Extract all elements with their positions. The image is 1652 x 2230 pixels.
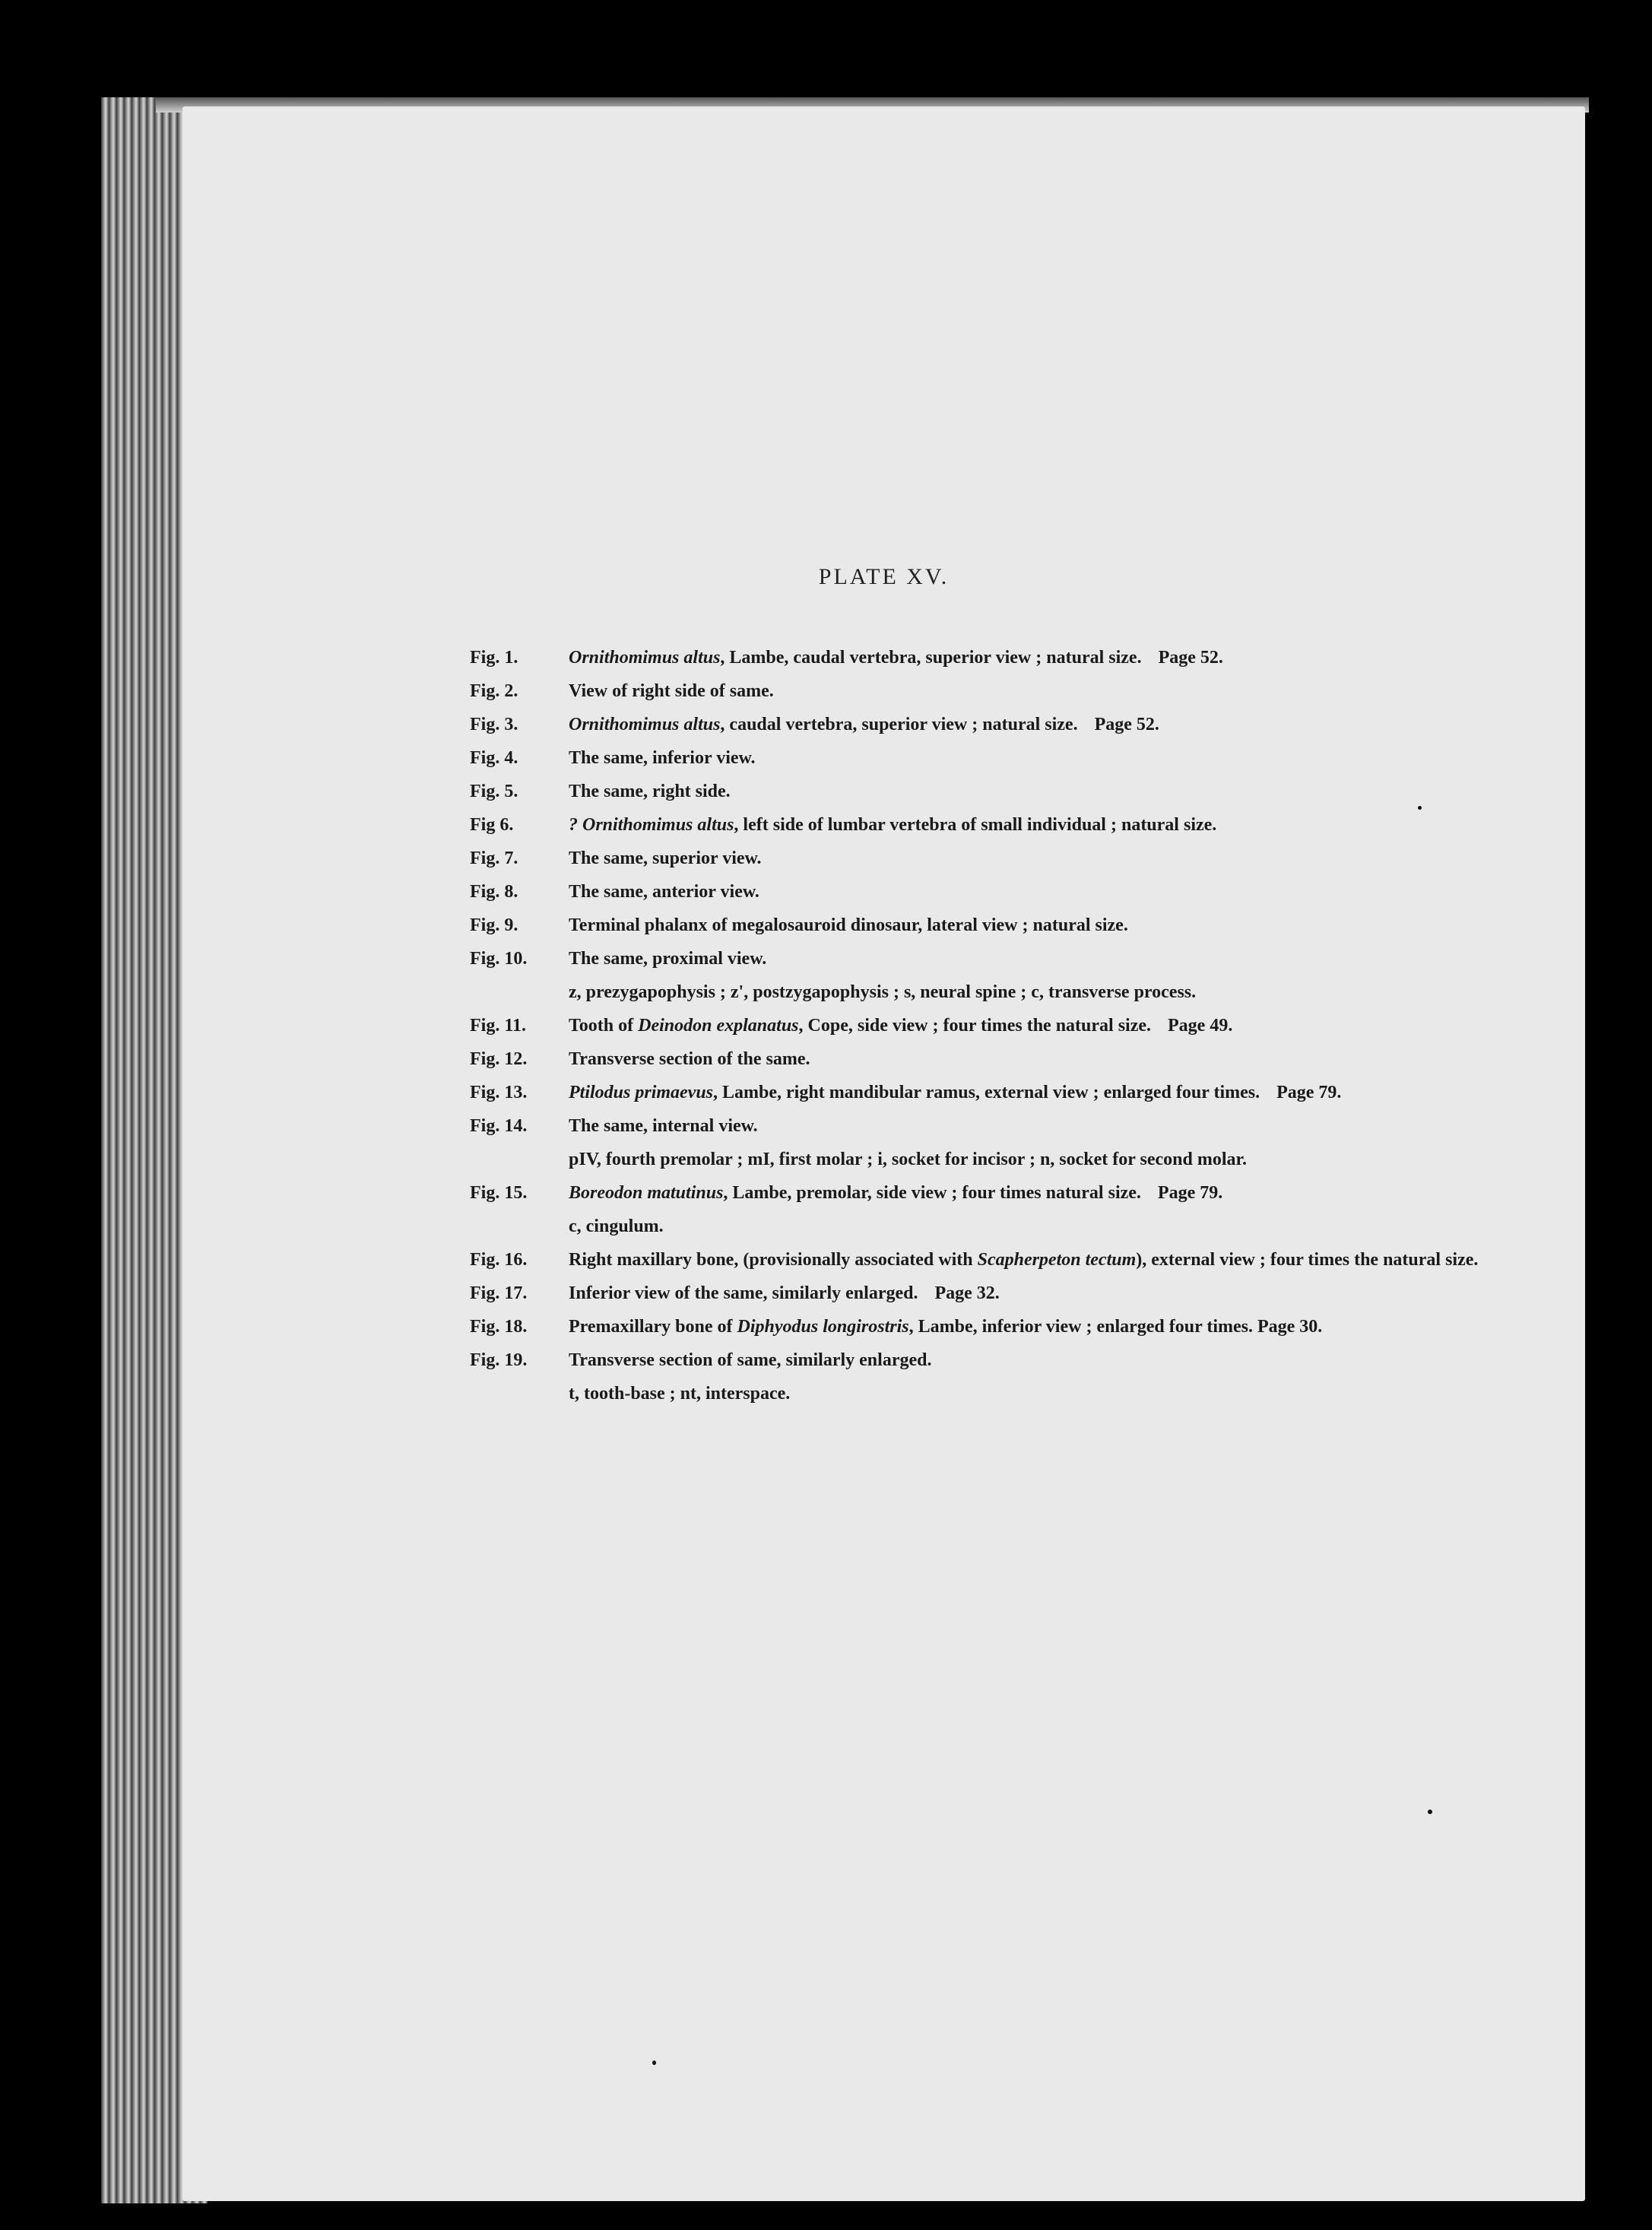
fig-label: Fig. 4. (470, 748, 518, 768)
fig-label: Fig. 11. (470, 1016, 527, 1036)
caption-text-prefix: Tooth of (569, 1016, 639, 1036)
caption-fig-5 (470, 780, 1549, 803)
abbreviation-key: z, prezygapophysis ; z', postzygapophysis ; s, neural spine ; c, transverse process. (569, 982, 1197, 1002)
caption-text: The same, proximal view. (569, 949, 767, 969)
fig-label: Fig. 15. (470, 1183, 528, 1203)
fig-label: Fig. 9. (470, 915, 518, 935)
caption-fig-10 (470, 947, 1549, 970)
taxon-name: ? Ornithomimus altus (569, 815, 734, 835)
page-reference: Page 52. (1158, 648, 1223, 668)
fig-label: Fig 6. (470, 815, 514, 835)
caption-text: The same, right side. (569, 782, 731, 801)
caption-fig-12 (470, 1048, 1549, 1071)
taxon-name: Scapherpeton tectum (977, 1250, 1137, 1270)
caption-fig-19 (470, 1349, 1549, 1372)
caption-fig-8 (470, 880, 1549, 903)
fig-label: Fig. 17. (470, 1283, 528, 1303)
caption-fig-7 (470, 847, 1549, 870)
fig-label: Fig. 18. (470, 1317, 528, 1337)
fig-label: Fig. 2. (470, 681, 518, 701)
fig-label: Fig. 10. (470, 949, 528, 969)
caption-fig-2 (470, 680, 1549, 703)
caption-fig-13 (470, 1081, 1549, 1104)
fig-label: Fig. 3. (470, 715, 518, 734)
caption-text: , Lambe, inferior view ; enlarged four times. Page 30. (908, 1317, 1323, 1337)
page-reference: Page 49. (1168, 1016, 1233, 1036)
caption-text: , Lambe, premolar, side view ; four times natural size. (723, 1183, 1141, 1203)
plate-title: PLATE XV. (818, 564, 950, 589)
caption-text-prefix: Right maxillary bone, (provisionally associated with (569, 1250, 978, 1270)
taxon-name: Ptilodus primaevus (569, 1083, 714, 1102)
caption-text: , caudal vertebra, superior view ; natural size. (720, 715, 1078, 734)
fig-label: Fig. 16. (470, 1250, 528, 1270)
caption-fig-1 (470, 646, 1549, 669)
caption-fig-4 (470, 747, 1549, 769)
scan-speck (1418, 806, 1422, 810)
page-reference: Page 79. (1157, 1183, 1223, 1203)
scan-speck (652, 2060, 656, 2065)
caption-fig-9 (470, 914, 1549, 937)
taxon-name: Ornithomimus altus (569, 715, 721, 734)
caption-text: , Lambe, caudal vertebra, superior view ; natural size. (720, 648, 1142, 668)
caption-text: , left side of lumbar vertebra of small individual ; natural size. (734, 815, 1217, 835)
caption-text: The same, superior view. (569, 849, 762, 868)
caption-fig-3 (470, 713, 1549, 736)
taxon-name: Diphyodus longirostris (737, 1317, 909, 1337)
abbreviation-key: t, tooth-base ; nt, interspace. (569, 1384, 791, 1404)
abbreviation-key: pIV, fourth premolar ; mI, first molar ; i, socket for incisor ; n, socket for second molar. (569, 1150, 1247, 1169)
caption-text: View of right side of same. (569, 681, 774, 701)
caption-fig-15 (470, 1182, 1549, 1204)
fig-label: Fig. 5. (470, 782, 518, 801)
caption-fig-17 (470, 1282, 1549, 1305)
caption-fig-6 (470, 814, 1549, 836)
fig-label: Fig. 7. (470, 849, 518, 868)
fig-label: Fig. 12. (470, 1049, 528, 1069)
caption-text: The same, inferior view. (569, 748, 756, 768)
caption-text: The same, internal view. (569, 1116, 758, 1136)
caption-text: Transverse section of the same. (569, 1049, 810, 1069)
caption-fig-11 (470, 1014, 1549, 1037)
caption-text: The same, anterior view. (569, 882, 759, 902)
fig-label: Fig. 14. (470, 1116, 528, 1136)
figure-captions (470, 646, 1549, 1416)
taxon-name: Boreodon matutinus (569, 1183, 724, 1203)
scan-speck (1428, 1810, 1432, 1814)
paper-page (182, 106, 1585, 2201)
caption-text-prefix: Premaxillary bone of (569, 1317, 737, 1337)
caption-fig-14 (470, 1115, 1549, 1137)
page-reference: Page 52. (1094, 715, 1159, 734)
fig-label: Fig. 19. (470, 1350, 528, 1370)
caption-text: , Cope, side view ; four times the natural size. (798, 1016, 1152, 1036)
taxon-name: Deinodon explanatus (638, 1016, 799, 1036)
fig-label: Fig. 8. (470, 882, 518, 902)
abbreviation-key: c, cingulum. (569, 1217, 664, 1236)
caption-fig-16 (470, 1248, 1549, 1271)
caption-text: ), external view ; four times the natural size. (1136, 1250, 1479, 1270)
caption-fig-18 (470, 1315, 1549, 1338)
fig-label: Fig. 13. (470, 1083, 528, 1102)
fig-label: Fig. 1. (470, 648, 518, 668)
caption-text: Terminal phalanx of megalosauroid dinosaur, lateral view ; natural size. (569, 915, 1128, 935)
caption-text: Transverse section of same, similarly enlarged. (569, 1350, 932, 1370)
caption-text: Inferior view of the same, similarly enlarged. (569, 1283, 918, 1303)
caption-text: , Lambe, right mandibular ramus, external view ; enlarged four times. (713, 1083, 1260, 1102)
taxon-name: Ornithomimus altus (569, 648, 721, 668)
page-reference: Page 79. (1276, 1083, 1342, 1102)
page-reference: Page 32. (934, 1283, 1000, 1303)
